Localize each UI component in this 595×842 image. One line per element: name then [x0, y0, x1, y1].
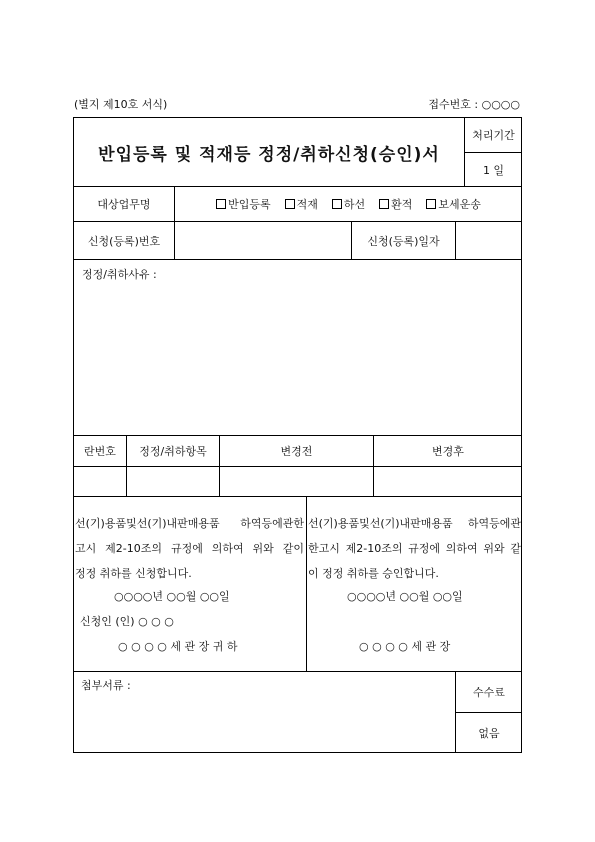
column-header-field-no: 란번호	[74, 435, 126, 466]
fee-label: 수수료	[455, 671, 522, 712]
option-transshipment[interactable]: 환적	[379, 196, 412, 212]
statement-text: 선(기)용품및선(기)내판매용품 하역등에관한 고시 제2-10조의 규정에 의하여 위와 같이 정정 취하를 신청합니다.	[75, 517, 304, 580]
table-cell-before[interactable]	[219, 466, 373, 496]
approval-date: ○○○○년 ○○월 ○○일	[347, 590, 463, 603]
option-unloading[interactable]: 하선	[332, 196, 365, 212]
application-statement	[74, 496, 306, 671]
approval-text: 선(기)용품및선(기)내판매용품 하역등에관 한고시 제2-10조의 규정에 의하여 위와 같 이 정정 취하를 승인합니다.	[308, 517, 521, 580]
receipt-number: 접수번호 : ○○○○	[428, 98, 520, 111]
checkbox[interactable]	[285, 199, 295, 209]
processing-period-label: 처리기간	[464, 118, 522, 152]
target-business-label: 대상업무명	[74, 186, 174, 221]
application-form	[73, 117, 522, 753]
checkbox[interactable]	[379, 199, 389, 209]
checkbox[interactable]	[332, 199, 342, 209]
column-header-item: 정정/취하항목	[126, 435, 219, 466]
application-date-field[interactable]	[455, 221, 522, 259]
approving-office: ○ ○ ○ ○ 세 관 장	[359, 640, 451, 653]
column-header-after: 변경후	[373, 435, 522, 466]
option-import-registration[interactable]: 반입등록	[216, 196, 271, 212]
option-bonded-transport[interactable]: 보세운송	[426, 196, 481, 212]
form-number: (별지 제10호 서식)	[74, 98, 168, 111]
checkbox[interactable]	[216, 199, 226, 209]
table-cell-item[interactable]	[126, 466, 219, 496]
form-title: 반입등록 및 적재등 정정/취하신청(승인)서	[98, 144, 440, 165]
option-loading[interactable]: 적재	[285, 196, 318, 212]
table-cell-field-no[interactable]	[74, 466, 126, 496]
recipient-office: ○ ○ ○ ○ 세 관 장 귀 하	[118, 640, 238, 653]
column-header-before: 변경전	[219, 435, 373, 466]
approval-statement	[306, 496, 522, 671]
application-date-label: 신청(등록)일자	[351, 221, 455, 259]
application-number-field[interactable]	[174, 221, 351, 259]
application-date: ○○○○년 ○○월 ○○일	[114, 590, 230, 603]
application-number-label: 신청(등록)번호	[74, 221, 174, 259]
attachments-label: 첨부서류 :	[81, 679, 131, 692]
applicant-signature: 신청인 (인) ○ ○ ○	[80, 615, 174, 628]
target-business-options	[174, 186, 522, 221]
table-cell-after[interactable]	[373, 466, 522, 496]
processing-period-value: 1 일	[464, 152, 522, 186]
attachments-field[interactable]	[74, 671, 455, 752]
reason-label: 정정/취하사유 :	[82, 268, 157, 281]
checkbox[interactable]	[426, 199, 436, 209]
fee-value: 없음	[455, 712, 522, 752]
reason-field[interactable]	[74, 259, 522, 435]
